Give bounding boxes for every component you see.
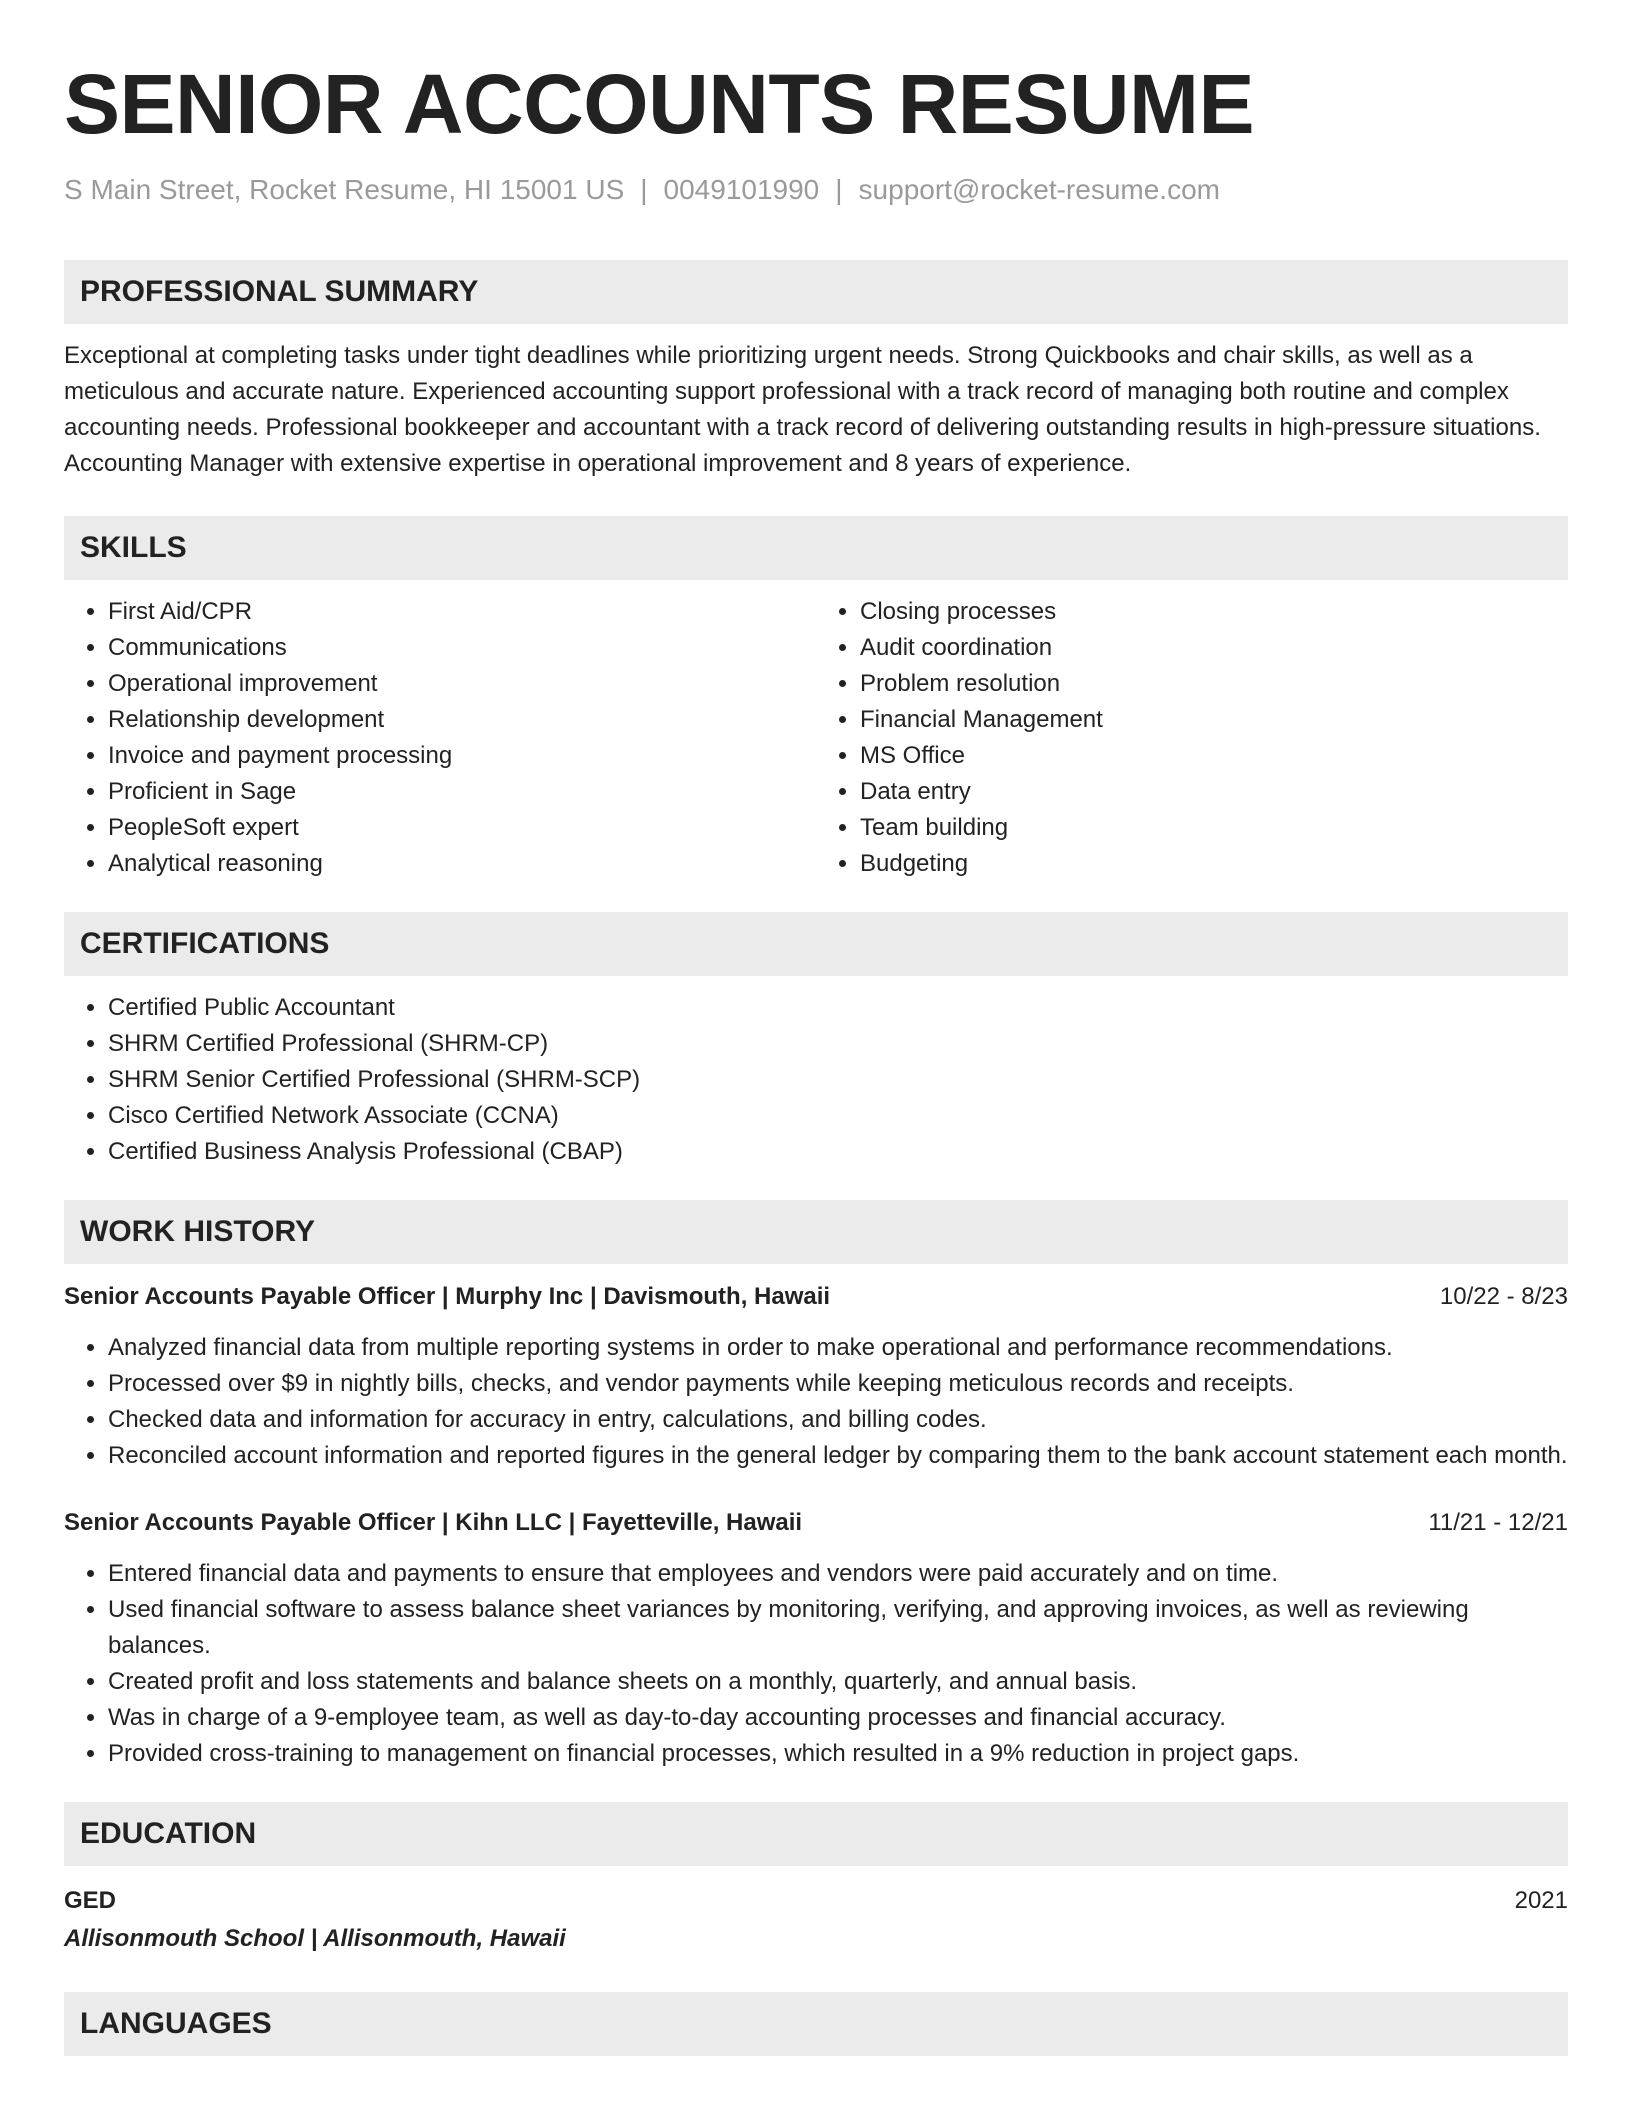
skills-grid — [64, 594, 1568, 882]
job-entry — [64, 1280, 1568, 1474]
job-heading: Senior Accounts Payable Officer | Murphy Inc | Davismouth, Hawaii — [64, 1283, 831, 1310]
skills-list-right — [816, 594, 1568, 882]
summary-text: Exceptional at completing tasks under tight deadlines while prioritizing urgent needs. Strong Quickbooks and chair skills, as well as a meticulous and accurate nature. Experienced accounting support professional with a track record of managing both routine and complex accounting needs. Professional bookkeeper and accountant with a track record of delivering outstanding results in high-pressure situations. Accounting Manager with extensive expertise in operational improvement and 8 years of experience. — [64, 342, 1541, 477]
skill-item: • Closing processes — [860, 594, 1568, 630]
certification-item: • Cisco Certified Network Associate (CCNA) — [108, 1098, 1568, 1134]
section-header-certifications: CERTIFICATIONS — [64, 912, 1568, 976]
skill-item: • Audit coordination — [860, 630, 1568, 666]
certification-item: • Certified Public Accountant — [108, 990, 1568, 1026]
skill-item: • MS Office — [860, 738, 1568, 774]
skill-item: • Data entry — [860, 774, 1568, 810]
certification-item: • SHRM Senior Certified Professional (SHRM-SCP) — [108, 1062, 1568, 1098]
certifications-list — [64, 990, 1568, 1170]
contact-email: support@rocket-resume.com — [858, 174, 1220, 205]
skill-item: • Proficient in Sage — [108, 774, 816, 810]
contact-phone: 0049101990 — [663, 174, 820, 205]
skill-item: • Budgeting — [860, 846, 1568, 882]
contact-address: S Main Street, Rocket Resume, HI 15001 US — [64, 174, 625, 205]
skill-item: • Communications — [108, 630, 816, 666]
skill-item: • First Aid/CPR — [108, 594, 816, 630]
job-bullet: • Processed over $9 in nightly bills, checks, and vendor payments while keeping meticulous records and receipts. — [108, 1366, 1568, 1402]
section-header-work-history: WORK HISTORY — [64, 1200, 1568, 1264]
job-dates: 10/22 - 8/23 — [1439, 1283, 1568, 1310]
skill-item: • Relationship development — [108, 702, 816, 738]
education-year: 2021 — [1514, 1887, 1568, 1914]
skill-item: • Operational improvement — [108, 666, 816, 702]
contact-separator: | — [640, 174, 648, 205]
section-header-skills: SKILLS — [64, 516, 1568, 580]
job-header — [64, 1280, 1568, 1314]
skill-item: • Invoice and payment processing — [108, 738, 816, 774]
skill-item: • Financial Management — [860, 702, 1568, 738]
job-bullet: • Analyzed financial data from multiple reporting systems in order to make operational and performance recommendations. — [108, 1330, 1568, 1366]
certification-item: • SHRM Certified Professional (SHRM-CP) — [108, 1026, 1568, 1062]
education-header — [64, 1884, 1568, 1918]
skill-item: • Analytical reasoning — [108, 846, 816, 882]
job-bullet: • Provided cross-training to management on financial processes, which resulted in a 9% reduction in project gaps. — [108, 1736, 1568, 1772]
contact-line — [64, 174, 1568, 206]
skill-item: • Problem resolution — [860, 666, 1568, 702]
job-bullet: • Created profit and loss statements and balance sheets on a monthly, quarterly, and annual basis. — [108, 1664, 1568, 1700]
skill-item: • PeopleSoft expert — [108, 810, 816, 846]
education-school: Allisonmouth School | Allisonmouth, Hawaii — [64, 1925, 566, 1952]
certification-item: • Certified Business Analysis Professional (CBAP) — [108, 1134, 1568, 1170]
job-bullets — [64, 1556, 1568, 1772]
section-header-languages: LANGUAGES — [64, 1992, 1568, 2056]
resume-title: SENIOR ACCOUNTS RESUME — [64, 57, 1254, 151]
contact-separator: | — [835, 174, 843, 205]
job-entry — [64, 1506, 1568, 1772]
job-header — [64, 1506, 1568, 1540]
job-bullet: • Checked data and information for accuracy in entry, calculations, and billing codes. — [108, 1402, 1568, 1438]
job-bullet: • Used financial software to assess balance sheet variances by monitoring, verifying, and approving invoices, as well as reviewing balances. — [108, 1592, 1568, 1664]
job-bullet: • Reconciled account information and reported figures in the general ledger by comparing them to the bank account statement each month. — [108, 1438, 1568, 1474]
section-header-summary: PROFESSIONAL SUMMARY — [64, 260, 1568, 324]
job-dates: 11/21 - 12/21 — [1428, 1509, 1568, 1536]
education-degree: GED — [64, 1887, 117, 1914]
section-header-education: EDUCATION — [64, 1802, 1568, 1866]
skill-item: • Team building — [860, 810, 1568, 846]
job-bullet: • Was in charge of a 9-employee team, as well as day-to-day accounting processes and financial accuracy. — [108, 1700, 1568, 1736]
skills-list-left — [64, 594, 816, 882]
job-heading: Senior Accounts Payable Officer | Kihn LLC | Fayetteville, Hawaii — [64, 1509, 803, 1536]
job-bullet: • Entered financial data and payments to ensure that employees and vendors were paid accurately and on time. — [108, 1556, 1568, 1592]
job-bullets — [64, 1330, 1568, 1474]
